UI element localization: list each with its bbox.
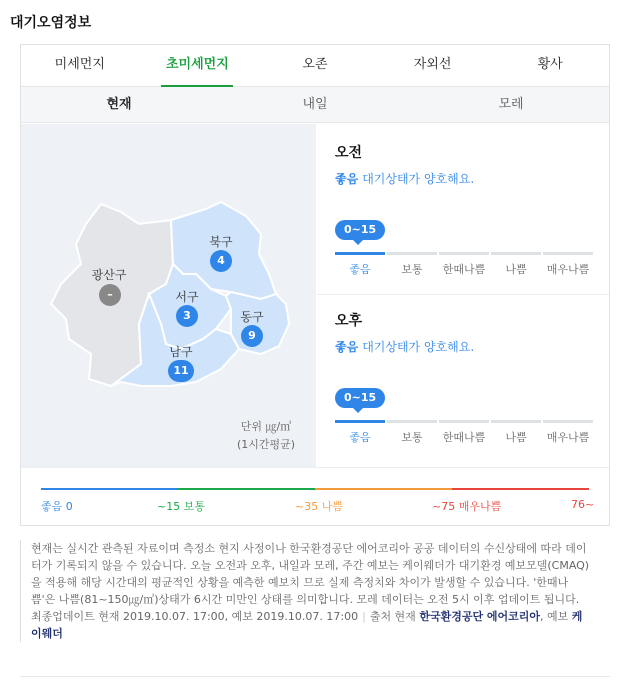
source-prefix: 출처 현재 [369,610,416,623]
district-label-nam: 남구 [169,345,193,359]
air-quality-card [20,44,610,526]
forecast-am-desc [335,170,593,187]
scale-segment [335,252,385,277]
forecast-am-range: 0~15 [335,220,385,240]
legend-bad: ~35 나쁨 [295,500,343,513]
scale-segment [387,252,437,277]
scale-label: 매우나쁨 [546,431,590,444]
forecast-pm-range: 0~15 [335,388,385,408]
scale-label: 좋음 [349,263,371,276]
district-label-dong: 동구 [240,310,264,324]
scale-segment [491,420,541,445]
forecast-divider [317,294,609,295]
district-label-gwangsan: 광산구 [91,268,127,282]
tab-uv[interactable]: 자외선 [413,57,452,72]
tab-ozone[interactable]: 오존 [302,57,328,72]
forecast-pm-desc [335,338,593,355]
forecast-am-message: 대기상태가 양호해요. [362,172,475,186]
day-tabs [21,87,609,123]
forecast-am-scale [335,252,593,277]
level-legend [21,467,609,525]
source-kweather-link[interactable]: 케이웨더 [31,610,583,640]
forecast-pm-message: 대기상태가 양호해요. [362,340,475,354]
tab-fine-dust[interactable]: 미세먼지 [54,57,105,72]
legend-bar-bad [315,488,452,490]
page-title: 대기오염정보 [10,15,92,31]
scale-segment [543,420,593,445]
scale-label: 좋음 [349,431,371,444]
district-value-nam[interactable]: 11 [168,360,194,382]
district-value-dong[interactable]: 9 [241,325,263,347]
forecast-am-grade: 좋음 [335,172,359,186]
scale-segment [543,252,593,277]
updated-time: 최종업데이트 현재 2019.10.07. 17:00, 예보 2019.10.07. 17:00 [31,610,359,623]
source-airkorea-link[interactable]: 한국환경공단 에어코리아 [419,610,541,623]
tab-yellow-dust[interactable]: 황사 [537,57,563,72]
scale-label: 보통 [401,263,423,276]
unit-note [221,418,311,454]
bottom-divider [20,676,610,677]
scale-label: 나쁨 [505,263,527,276]
scale-segment [491,252,541,277]
scale-label: 한때나쁨 [442,263,486,276]
scale-label: 한때나쁨 [442,431,486,444]
scale-label: 보통 [401,431,423,444]
scale-segment [439,252,489,277]
unit-label: 단위 ㎍/㎥ [240,420,292,433]
scale-label: 매우나쁨 [546,263,590,276]
tab-tomorrow[interactable]: 내일 [302,97,328,112]
legend-max: 76~ [571,498,595,511]
forecast-am-title: 오전 [335,145,363,161]
notice-text: 현재는 실시간 관측된 자료이며 측정소 현지 사정이나 한국환경공단 에어코리아 공공 데이터의 수신상태에 따라 데이터가 기록되지 않을 수 있습니다. 오늘 오전과 오후, 내일과 모레, 주간 예보는 케이웨더가 대기환경 예보모델(CMAQ)을 적용해 해당 시간대의 평균적인 상황을 예측한 예보치 므로 실제 측정치와 차이가 발생할 수 있습니다. '한때나쁨'은 나쁨(81~150㎍/㎥)상태가 6시간 미만인 상태를 의미합니다. 모레 데이터는 오전 5시 이후 업데이트 됩니다. [31,542,590,606]
district-label-seo: 서구 [175,290,199,304]
legend-very-bad: ~75 매우나쁨 [432,500,502,513]
tab-now[interactable]: 현재 [106,97,132,112]
district-value-seo[interactable]: 3 [176,305,198,327]
separator: | [362,610,366,623]
forecast-pm-title: 오후 [335,313,363,329]
district-value-gwangsan[interactable]: – [99,284,121,306]
forecast-pm-scale [335,420,593,445]
district-map [21,124,316,467]
scale-segment [335,420,385,445]
legend-bar-normal [178,488,315,490]
scale-segment [387,420,437,445]
forecast-pm-grade: 좋음 [335,340,359,354]
scale-label: 나쁨 [505,431,527,444]
tab-ultrafine-dust[interactable]: 초미세먼지 [139,45,257,86]
legend-bar-good [41,488,178,490]
source-mid: , 예보 [540,610,569,623]
legend-good: 좋음 0 [41,500,73,513]
forecast-pm [335,310,593,444]
district-label-buk: 북구 [209,235,233,249]
scale-segment [439,420,489,445]
data-notice [20,540,590,642]
update-info [31,608,590,642]
district-value-buk[interactable]: 4 [210,250,232,272]
legend-normal: ~15 보통 [157,500,205,513]
tab-day-after[interactable]: 모레 [498,97,524,112]
pollutant-tabs [21,45,609,87]
unit-average-label: (1시간평균) [236,438,296,451]
legend-bar-very-bad [452,488,589,490]
forecast-panel [317,124,609,467]
forecast-am [335,142,593,276]
